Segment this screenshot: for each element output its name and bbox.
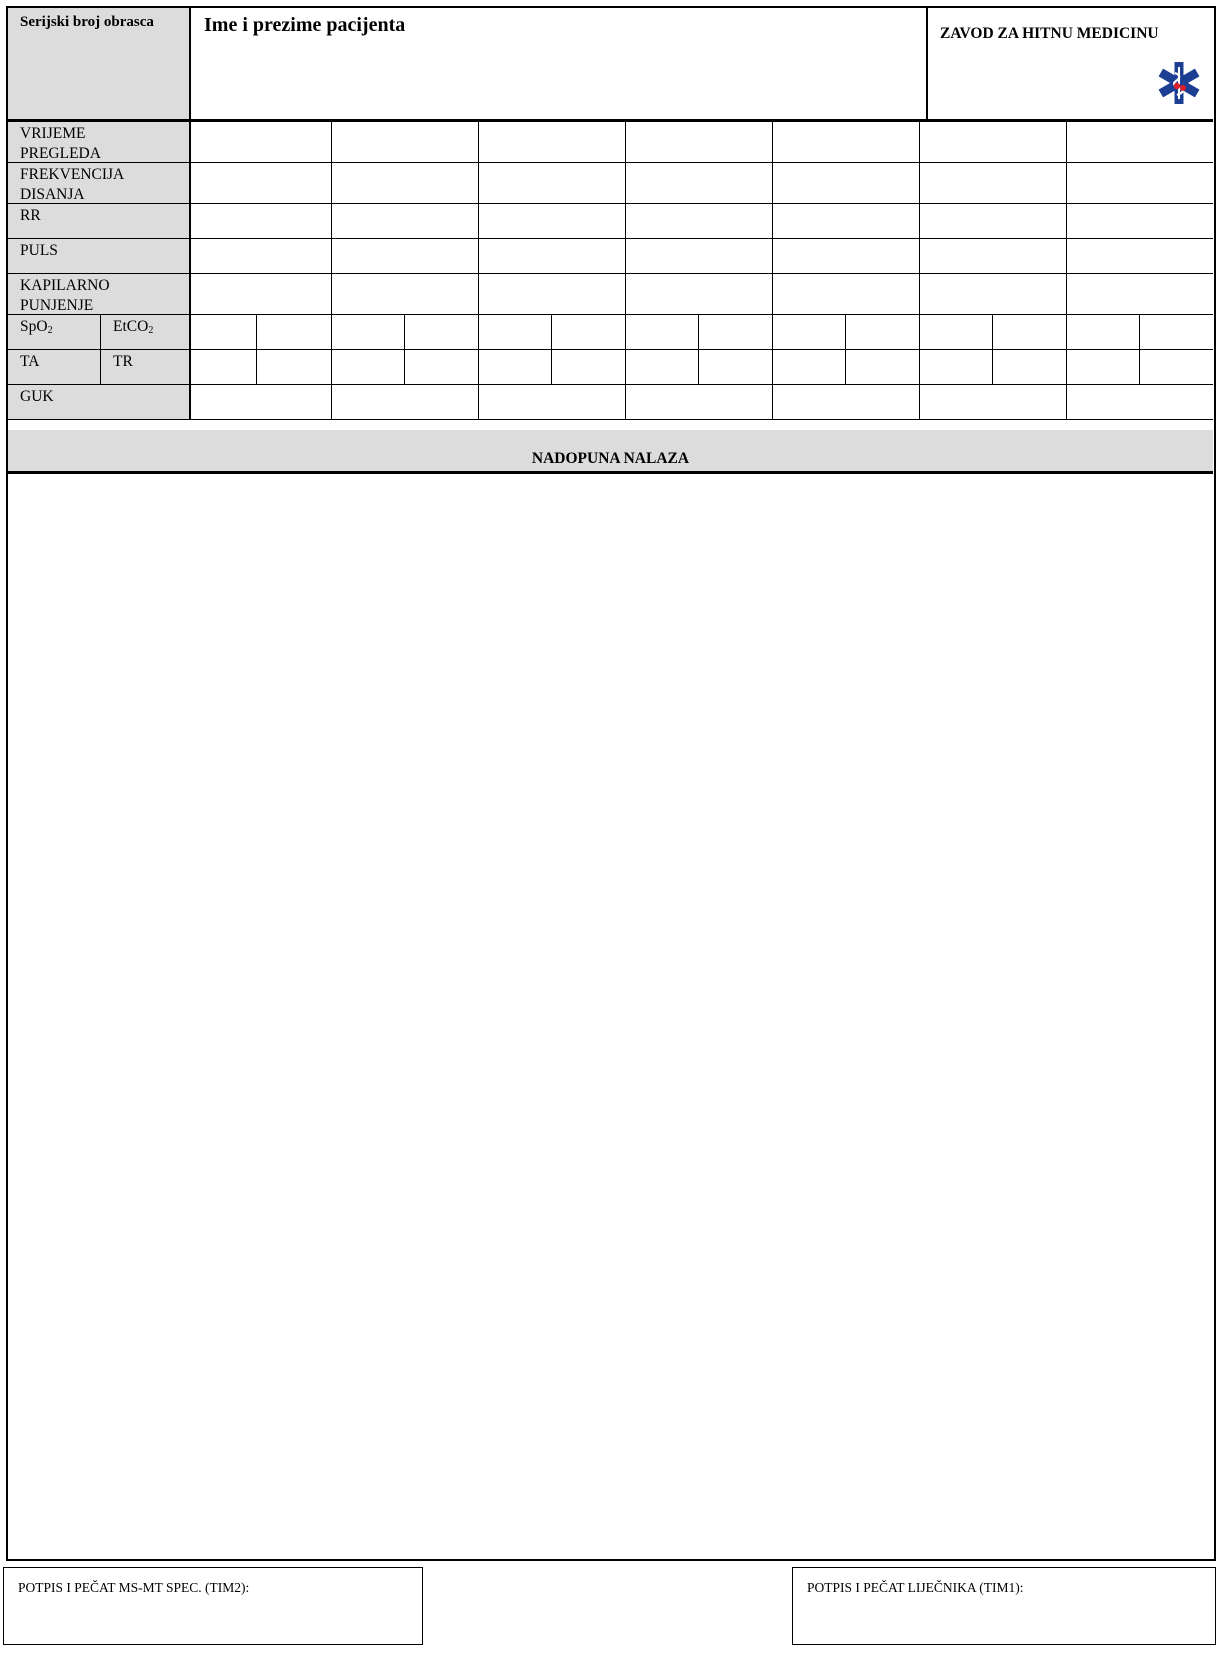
vitals-cell[interactable] [920, 239, 1067, 273]
form-header [8, 8, 1213, 122]
vitals-cell[interactable] [332, 385, 479, 419]
organization-cell [928, 8, 1213, 119]
ta-cell[interactable] [1067, 350, 1140, 384]
signature-label-tim2: POTPIS I PEČAT MS-MT SPEC. (TIM2): [18, 1580, 250, 1595]
star-of-life-icon [1156, 60, 1202, 106]
vitals-cell[interactable] [626, 122, 773, 162]
patient-name-label: Ime i prezime pacijenta [204, 14, 406, 36]
etco2-cell[interactable] [1140, 315, 1213, 349]
vitals-cell[interactable] [920, 385, 1067, 419]
vitals-row-time [8, 122, 1213, 163]
vitals-cell[interactable] [191, 204, 332, 238]
row-label-line: FREKVENCIJA [20, 166, 125, 183]
ta-cell[interactable] [773, 350, 846, 384]
tr-label: TR [113, 353, 133, 370]
row-label-line: KAPILARNO [20, 277, 110, 294]
etco2-cell[interactable] [257, 315, 332, 349]
etco2-label-subscript: 2 [148, 325, 154, 336]
ta-cell[interactable] [479, 350, 552, 384]
vitals-cell[interactable] [920, 274, 1067, 314]
tr-cell[interactable] [699, 350, 773, 384]
vitals-cell[interactable] [920, 122, 1067, 162]
tr-cell[interactable] [552, 350, 626, 384]
spo2-cell[interactable] [920, 315, 993, 349]
vitals-cell[interactable] [773, 239, 920, 273]
row-label [20, 165, 124, 205]
vitals-cell[interactable] [479, 239, 626, 273]
vitals-row-glucose [8, 385, 1213, 420]
vitals-cell[interactable] [191, 163, 332, 203]
vitals-cell[interactable] [191, 385, 332, 419]
vitals-cell[interactable] [1067, 385, 1213, 419]
vitals-cell[interactable] [920, 163, 1067, 203]
vitals-cell[interactable] [773, 274, 920, 314]
signature-box-tim1[interactable] [792, 1567, 1216, 1645]
patient-name-cell[interactable] [191, 8, 928, 119]
ta-cell[interactable] [920, 350, 993, 384]
findings-section-header [8, 430, 1213, 474]
spo2-cell[interactable] [191, 315, 257, 349]
vitals-row-pulse [8, 239, 1213, 274]
spo2-cell[interactable] [332, 315, 405, 349]
row-label-line: PUNJENJE [20, 297, 94, 314]
findings-section-title: NADOPUNA NALAZA [531, 450, 690, 467]
spo2-cell[interactable] [626, 315, 699, 349]
vitals-row-ta-tr [8, 350, 1213, 385]
vitals-cell[interactable] [332, 122, 479, 162]
vitals-cell[interactable] [1067, 239, 1213, 273]
vitals-cell[interactable] [332, 204, 479, 238]
vitals-cell[interactable] [479, 274, 626, 314]
organization-name: ZAVOD ZA HITNU MEDICINU [940, 25, 1159, 42]
vitals-cell[interactable] [626, 274, 773, 314]
vitals-cell[interactable] [479, 385, 626, 419]
spo2-label-text: SpO [20, 318, 48, 335]
tr-cell[interactable] [993, 350, 1067, 384]
vitals-cell[interactable] [626, 163, 773, 203]
etco2-cell[interactable] [405, 315, 479, 349]
vitals-cell[interactable] [1067, 122, 1213, 162]
serial-number-cell[interactable] [8, 8, 191, 119]
vitals-cell[interactable] [626, 204, 773, 238]
row-label-line: PREGLEDA [20, 145, 101, 162]
vitals-cell[interactable] [191, 274, 332, 314]
ta-cell[interactable] [626, 350, 699, 384]
findings-notes-area[interactable] [8, 474, 1213, 1559]
spo2-label-cell [8, 315, 101, 349]
vitals-cell[interactable] [773, 122, 920, 162]
row-label-cell [8, 163, 191, 203]
spo2-label [20, 317, 53, 341]
tr-cell[interactable] [1140, 350, 1213, 384]
signature-box-tim2[interactable] [3, 1567, 423, 1645]
row-label [20, 124, 101, 164]
row-label-cell [8, 385, 191, 419]
ta-cell[interactable] [332, 350, 405, 384]
row-label: PULS [20, 242, 58, 259]
row-label-cell [8, 239, 191, 273]
vitals-row-capillary-refill [8, 274, 1213, 315]
etco2-cell[interactable] [993, 315, 1067, 349]
row-label [20, 276, 110, 316]
etco2-cell[interactable] [699, 315, 773, 349]
vitals-row-spo2-etco2 [8, 315, 1213, 350]
etco2-label-text: EtCO [113, 318, 149, 335]
etco2-cell[interactable] [552, 315, 626, 349]
spo2-cell[interactable] [773, 315, 846, 349]
spo2-cell[interactable] [1067, 315, 1140, 349]
vitals-cell[interactable] [479, 122, 626, 162]
vitals-cell[interactable] [1067, 204, 1213, 238]
row-label-cell [8, 204, 191, 238]
vitals-cell[interactable] [191, 122, 332, 162]
signature-label-tim1: POTPIS I PEČAT LIJEČNIKA (TIM1): [807, 1580, 1024, 1595]
vitals-row-respiration [8, 163, 1213, 204]
vitals-cell[interactable] [479, 204, 626, 238]
ta-cell[interactable] [191, 350, 257, 384]
spo2-label-subscript: 2 [47, 325, 53, 336]
row-label-cell [8, 274, 191, 314]
tr-cell[interactable] [846, 350, 920, 384]
row-label: GUK [20, 388, 54, 405]
row-label-line: DISANJA [20, 186, 85, 203]
ta-label: TA [20, 353, 40, 370]
vitals-row-rr [8, 204, 1213, 239]
vitals-cell[interactable] [626, 385, 773, 419]
vitals-cell[interactable] [773, 163, 920, 203]
etco2-label [113, 317, 153, 341]
row-label-cell [8, 122, 191, 162]
vitals-cell[interactable] [773, 204, 920, 238]
serial-number-label: Serijski broj obrasca [20, 14, 154, 30]
ta-label-cell [8, 350, 101, 384]
tr-label-cell [101, 350, 191, 384]
vitals-cell[interactable] [332, 163, 479, 203]
row-label-line: VRIJEME [20, 125, 86, 142]
vitals-cell[interactable] [773, 385, 920, 419]
vitals-cell[interactable] [1067, 274, 1213, 314]
spo2-cell[interactable] [479, 315, 552, 349]
vitals-cell[interactable] [332, 274, 479, 314]
vitals-cell[interactable] [626, 239, 773, 273]
form-frame [6, 6, 1216, 1561]
row-label: RR [20, 207, 41, 224]
vitals-cell[interactable] [332, 239, 479, 273]
etco2-cell[interactable] [846, 315, 920, 349]
vitals-cell[interactable] [1067, 163, 1213, 203]
vitals-cell[interactable] [920, 204, 1067, 238]
tr-cell[interactable] [405, 350, 479, 384]
tr-cell[interactable] [257, 350, 332, 384]
vitals-cell[interactable] [191, 239, 332, 273]
vitals-cell[interactable] [479, 163, 626, 203]
etco2-label-cell [101, 315, 191, 349]
